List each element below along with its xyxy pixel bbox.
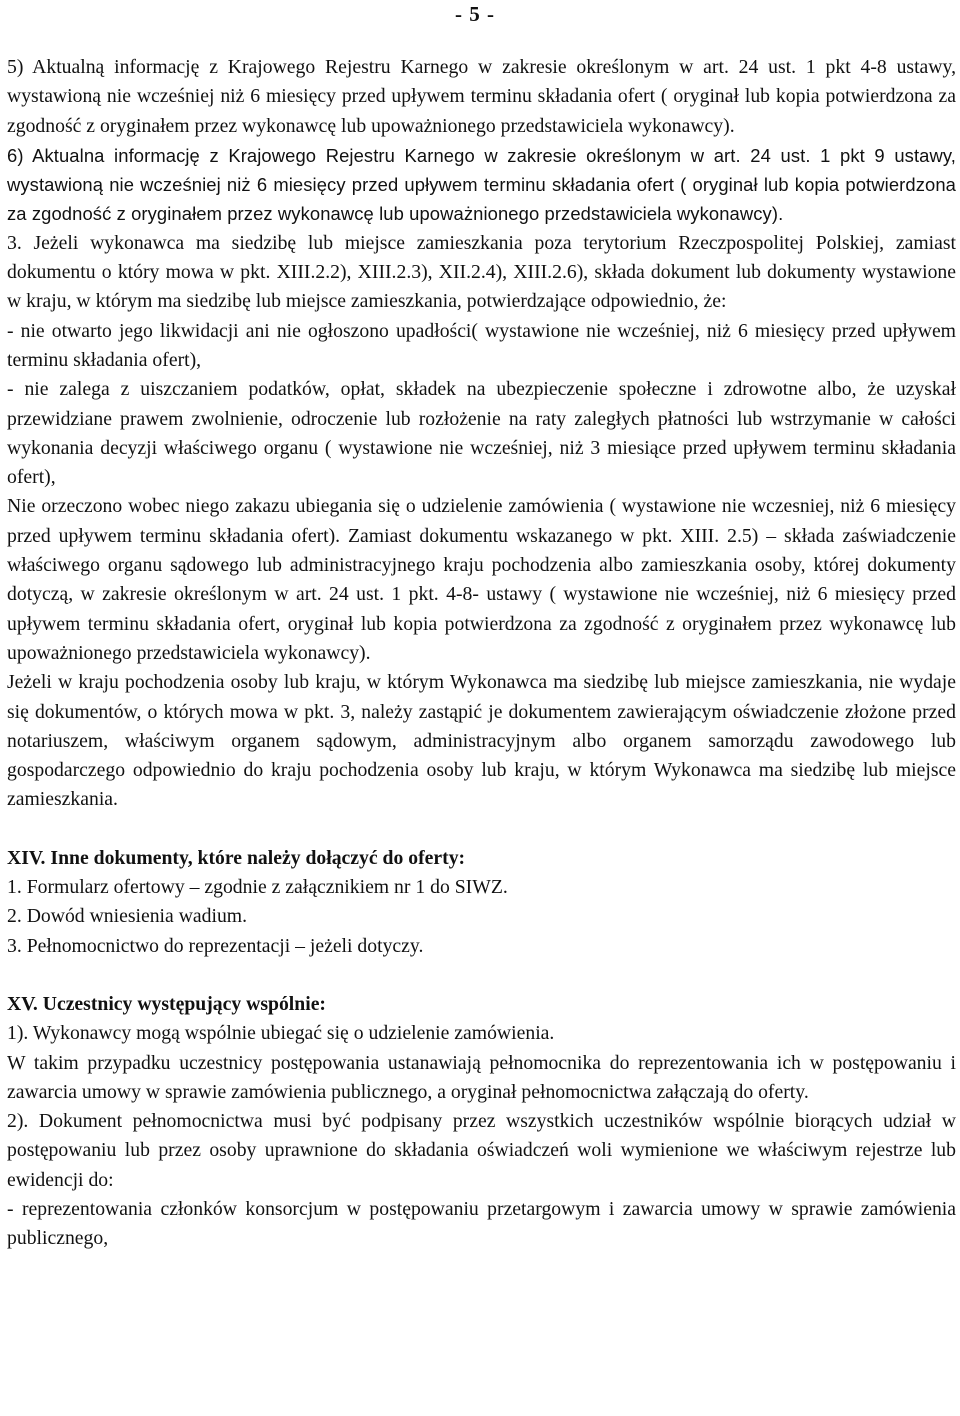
section-xiv-item-1: 1. Formularz ofertowy – zgodnie z załącznikiem nr 1 do SIWZ. — [7, 876, 508, 899]
paragraph-point-3-nie-orzeczono: Nie orzeczono wobec niego zakazu ubiegania się o udzielenie zamówienia ( wystawione nie wczesniej, niż 6 miesięcy przed upływem terminu składania ofert). Zamiast dokumentu wskazanego w pkt. XIII. 2.5) – składa zaświadczenie właściwego organu sądowego lub administracyjnego kraju pochodzenia albo zamieszkania osoby, której dokumenty dotyczą, w zakresie określonym w art. 24 ust. 1 pkt. 4-8- ustawy ( wystawione nie wcześniej, niż 6 miesięcy przed upływem terminu składania ofert, oryginał lub kopia potwierdzona za zgodność z oryginałem przez wykonawcę lub upoważnionego przedstawiciela wykonawcy). — [7, 495, 956, 664]
section-xv-paragraph-4: - reprezentowania członków konsorcjum w postępowaniu przetargowym i zawarcia umowy w sprawie zamówienia publicznego, — [7, 1197, 956, 1250]
section-xv-heading: XV. Uczestnicy występujący wspólnie: — [7, 992, 326, 1015]
paragraph-point-3-dash-2: - nie zalega z uiszczaniem podatków, opłat, składek na ubezpieczenie społeczne i zdrowotne albo, że uzyskał przewidziane prawem zwolnienie, odroczenie lub rozłożenie na raty zaległych płatności lub wstrzymanie w całości wykonania decyzji właściwego organu ( wystawione nie wcześniej, niż 3 miesiące przed upływem terminu składania ofert), — [7, 378, 956, 489]
paragraph-point-3-intro: 3. Jeżeli wykonawca ma siedzibę lub miejsce zamieszkania poza terytorium Rzeczpospolitej Polskiej, zamiast dokumentu o który mowa w pkt. XIII.2.2), XIII.2.3), XII.2.4), XIII.2.6), składa dokument lub dokumenty wystawione w kraju, w którym ma siedzibę lub miejsce zamieszkania, potwierdzające odpowiednio, że: — [7, 231, 956, 313]
section-xiv-item-2: 2. Dowód wniesienia wadium. — [7, 905, 248, 928]
page-number: - 5 - — [455, 2, 495, 26]
document-body — [7, 53, 956, 1254]
paragraph-point-3-dash-1: - nie otwarto jego likwidacji ani nie ogłoszono upadłości( wystawione nie wcześniej, niż 6 miesięcy przed upływem terminu składania ofert), — [7, 319, 956, 371]
paragraph-item-6: 6) Aktualna informację z Krajowego Rejestru Karnego w zakresie określonym w art. 24 ust. 1 pkt 9 ustawy, wystawioną nie wcześniej niż 6 miesięcy przed upływem terminu składania ofert ( oryginał lub kopia potwierdzona za zgodność z oryginałem przez wykonawcę lub upoważnionego przedstawiciela wykonawcy). — [7, 144, 956, 225]
paragraph-point-3-jezeli: Jeżeli w kraju pochodzenia osoby lub kraju, w którym Wykonawca ma siedzibę lub miejsce zamieszkania, nie wydaje się dokumentów, o których mowa w pkt. 3, należy zastąpić je dokumentem zawierającym oświadczenie złożone przed notariuszem, właściwym organem sądowym, administracyjnym albo organem samorządu zawodowego lub gospodarczego odpowiednio do kraju pochodzenia osoby lub kraju, w którym Wykonawca ma siedzibę lub miejsce zamieszkania. — [7, 671, 956, 811]
paragraph-item-5: 5) Aktualną informację z Krajowego Rejestru Karnego w zakresie określonym w art. 24 ust. 1 pkt 4-8 ustawy, wystawioną nie wcześniej niż 6 miesięcy przed upływem terminu składania ofert ( oryginał lub kopia potwierdzona za zgodność z oryginałem przez wykonawcę lub upoważnionego przedstawiciela wykonawcy). — [7, 56, 956, 137]
section-gap — [7, 815, 956, 844]
section-xv-paragraph-1: 1). Wykonawcy mogą wspólnie ubiegać się o udzielenie zamówienia. — [7, 1022, 555, 1045]
section-xiv-heading: XIV. Inne dokumenty, które należy dołączyć do oferty: — [7, 846, 466, 869]
section-xv-paragraph-2: W takim przypadku uczestnicy postępowania ustanawiają pełnomocnika do reprezentowania ich w postępowaniu i zawarcia umowy w sprawie zamówienia publicznego, a oryginał pełnomocnictwa załączają do oferty. — [7, 1051, 956, 1103]
section-xv-paragraph-3: 2). Dokument pełnomocnictwa musi być podpisany przez wszystkich uczestników wspólnie biorących udział w postępowaniu lub przez osoby uprawnione do składania oświadczeń woli wymienione we właściwym rejestrze lub ewidencji do: — [7, 1110, 956, 1191]
section-xiv-item-3: 3. Pełnomocnictwo do reprezentacji – jeżeli dotyczy. — [7, 934, 424, 957]
section-gap — [7, 961, 956, 990]
